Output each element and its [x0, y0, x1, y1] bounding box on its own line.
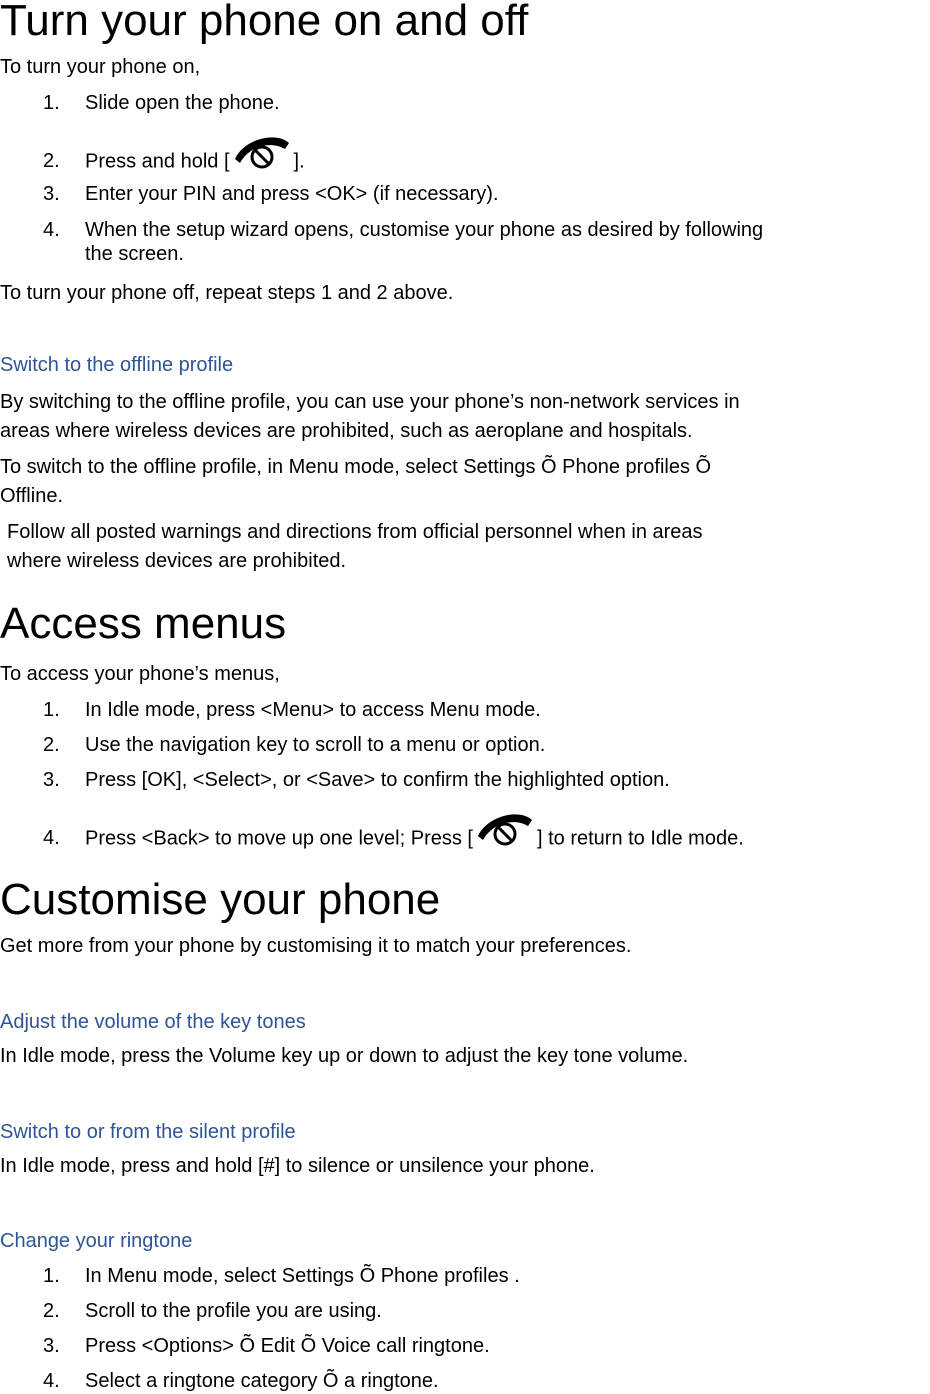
warning-note: Follow all posted warnings and directions from official personnel when in areas	[7, 521, 703, 543]
end-call-key-icon	[475, 810, 535, 854]
list-item: 2. Press and hold [ ].	[43, 147, 305, 177]
list-item: 1. Slide open the phone.	[43, 92, 280, 114]
list-item: 2. Scroll to the profile you are using.	[43, 1300, 382, 1322]
list-item: 3. Enter your PIN and press <OK> (if necessary).	[43, 183, 499, 205]
silent-text: In Idle mode, press and hold [#] to silence or unsilence your phone.	[0, 1155, 595, 1177]
subtitle-volume: Adjust the volume of the key tones	[0, 1011, 306, 1033]
outro-turn-off: To turn your phone off, repeat steps 1 and 2 above.	[0, 282, 454, 304]
offline-paragraph-1: By switching to the offline profile, you can use your phone’s non-network services in	[0, 391, 740, 413]
intro-access-menus: To access your phone’s menus,	[0, 663, 280, 685]
list-item: 4. When the setup wizard opens, customise your phone as desired by following the screen.	[43, 219, 764, 265]
list-item: 4. Select a ringtone category Õ a ringtone.	[43, 1370, 439, 1392]
warning-note-cont: where wireless devices are prohibited.	[7, 550, 347, 572]
end-call-key-icon	[232, 133, 292, 177]
offline-paragraph-1-cont: areas where wireless devices are prohibited, such as aeroplane and hospitals.	[0, 420, 693, 442]
list-item: 1. In Menu mode, select Settings Õ Phone profiles .	[43, 1265, 520, 1287]
intro-turn-on: To turn your phone on,	[0, 56, 201, 78]
offline-paragraph-2-cont: Offline.	[0, 485, 63, 507]
volume-text: In Idle mode, press the Volume key up or down to adjust the key tone volume.	[0, 1045, 689, 1067]
subtitle-offline-profile: Switch to the offline profile	[0, 354, 234, 376]
page-title-customise: Customise your phone	[0, 875, 441, 924]
subtitle-silent: Switch to or from the silent profile	[0, 1121, 296, 1143]
intro-customise: Get more from your phone by customising it to match your preferences.	[0, 935, 632, 957]
list-item: 4. Press <Back> to move up one level; Press [ ] to return to Idle mode.	[43, 824, 744, 854]
subtitle-ringtone: Change your ringtone	[0, 1230, 193, 1252]
list-item: 3. Press [OK], <Select>, or <Save> to confirm the highlighted option.	[43, 769, 670, 791]
offline-paragraph-2: To switch to the offline profile, in Menu mode, select Settings Õ Phone profiles Õ	[0, 456, 712, 478]
list-item: 2. Use the navigation key to scroll to a menu or option.	[43, 734, 546, 756]
page-title-turn-on-off: Turn your phone on and off	[0, 0, 529, 45]
list-item: 3. Press <Options> Õ Edit Õ Voice call ringtone.	[43, 1335, 490, 1357]
list-item: 1. In Idle mode, press <Menu> to access Menu mode.	[43, 699, 541, 721]
page-title-access-menus: Access menus	[0, 599, 287, 648]
